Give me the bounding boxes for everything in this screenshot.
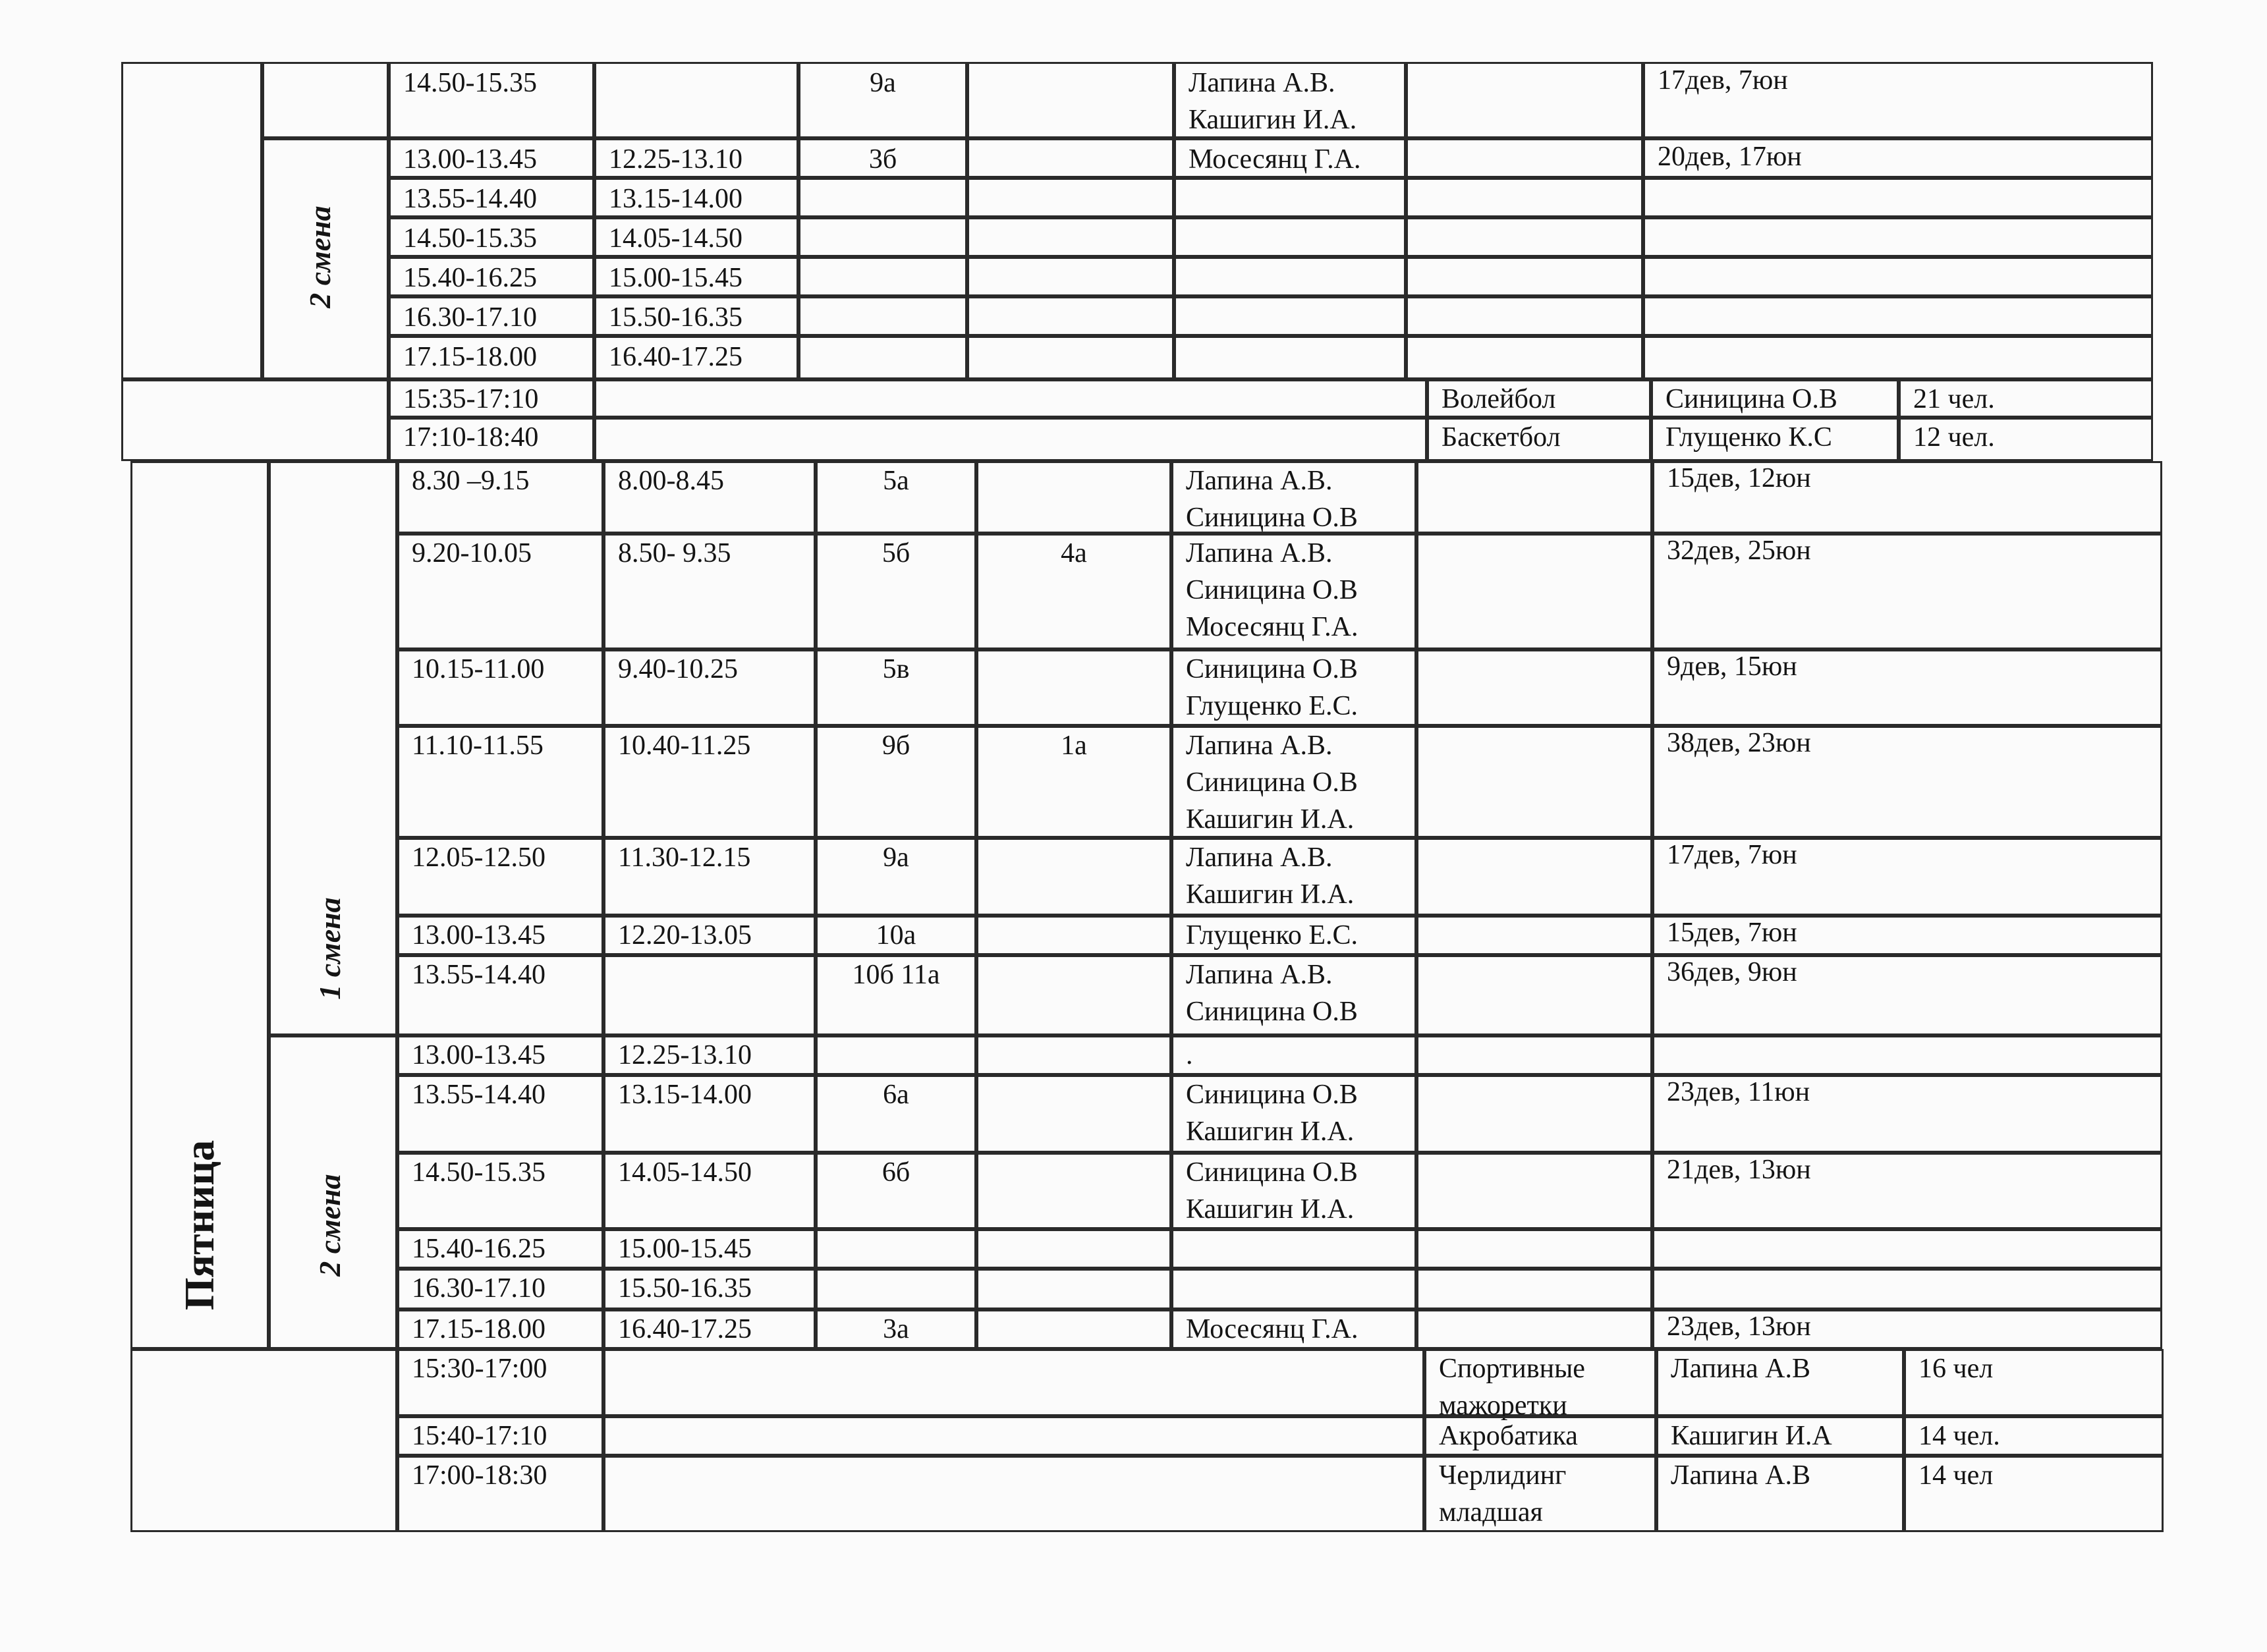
section-blank-bottom	[130, 1349, 397, 1532]
time-slot: 13.55-14.40	[412, 960, 546, 990]
class-label: 9б	[882, 730, 910, 761]
time-slot: 13.00-13.45	[412, 920, 546, 950]
teacher-name: Синицина О.В	[1186, 767, 1358, 798]
section-span-cell	[603, 1416, 1424, 1456]
table-cell	[1406, 178, 1643, 217]
time-slot-alt: 10.40-11.25	[618, 730, 751, 761]
group-count: 17дев, 7юн	[1667, 840, 1797, 870]
section-time: 17:10-18:40	[403, 422, 539, 453]
table-cell	[1406, 138, 1643, 178]
time-slot: 12.05-12.50	[412, 842, 546, 873]
class-label: 9а	[870, 68, 896, 98]
section-activity: младшая	[1439, 1497, 1543, 1528]
group-count: 15дев, 7юн	[1667, 918, 1797, 948]
table-cell	[1416, 1035, 1652, 1075]
teacher-name: Кашигин И.А.	[1186, 1194, 1355, 1225]
teacher-name: Лапина А.В.	[1186, 842, 1333, 873]
table-cell	[976, 1309, 1171, 1349]
time-slot: 14.50-15.35	[412, 1157, 546, 1188]
day-cell-previous	[121, 62, 262, 379]
section-span-cell	[594, 418, 1427, 461]
group-count: 23дев, 11юн	[1667, 1077, 1810, 1107]
shift-cell-top-1	[262, 62, 389, 138]
teacher-name: Кашигин И.А.	[1186, 1116, 1355, 1147]
table-cell	[1416, 726, 1652, 838]
section-coach: Лапина А.В	[1671, 1460, 1810, 1491]
teacher-name: Мосесянц Г.А.	[1186, 1314, 1358, 1344]
teacher-name: Синицина О.В	[1186, 503, 1358, 533]
table-cell	[1406, 257, 1643, 296]
time-slot: 9.20-10.05	[412, 538, 532, 568]
section-time: 15:40-17:10	[412, 1421, 547, 1451]
teacher-name: Кашигин И.А.	[1186, 804, 1355, 835]
table-cell	[967, 217, 1174, 257]
table-cell	[976, 649, 1171, 726]
group-count: 20дев, 17юн	[1658, 142, 1802, 172]
teacher-name: Синицина О.В	[1186, 1080, 1358, 1110]
teacher-name: Синицина О.В	[1186, 1157, 1358, 1188]
table-cell	[976, 955, 1171, 1035]
table-cell	[1652, 1229, 2162, 1269]
class-label-2: 1а	[1061, 730, 1087, 761]
time-slot-alt: 9.40-10.25	[618, 654, 738, 684]
teacher-name: Лапина А.В.	[1186, 730, 1333, 761]
time-slot: 15.40-16.25	[412, 1234, 546, 1264]
time-slot: 13.00-13.45	[412, 1040, 546, 1070]
table-cell	[1406, 336, 1643, 379]
group-count: 9дев, 15юн	[1667, 651, 1797, 682]
table-cell	[976, 1075, 1171, 1153]
section-span-cell	[603, 1456, 1424, 1532]
teacher-name: Лапина А.В.	[1186, 466, 1333, 496]
time-slot: 13.55-14.40	[403, 184, 537, 214]
teacher-name: Мосесянц Г.А.	[1186, 612, 1358, 642]
table-cell	[967, 336, 1174, 379]
class-label: 6а	[883, 1080, 909, 1110]
time-slot: 13.00-13.45	[403, 144, 537, 175]
table-cell	[1174, 336, 1406, 379]
time-slot-alt: 12.20-13.05	[618, 920, 752, 950]
class-label: 10б 11а	[852, 960, 940, 990]
group-count: 38дев, 23юн	[1667, 728, 1811, 758]
time-slot-alt: 12.25-13.10	[618, 1040, 752, 1070]
table-cell	[798, 217, 967, 257]
table-cell	[976, 1269, 1171, 1309]
time-slot-alt: 14.05-14.50	[618, 1157, 752, 1188]
teacher-name: .	[1186, 1040, 1193, 1070]
table-cell	[1416, 534, 1652, 649]
section-count: 16 чел	[1918, 1354, 1994, 1384]
shift-label-top-2: 2 смена	[303, 206, 337, 308]
section-coach: Синицина О.В	[1665, 384, 1837, 414]
section-time: 17:00-18:30	[412, 1460, 547, 1491]
time-slot-alt: 13.15-14.00	[609, 184, 742, 214]
section-activity: мажоретки	[1439, 1390, 1567, 1421]
table-cell	[976, 1229, 1171, 1269]
teacher-name: Кашигин И.А.	[1189, 105, 1357, 135]
section-activity: Волейбол	[1441, 384, 1556, 414]
table-cell	[967, 138, 1174, 178]
table-cell	[798, 178, 967, 217]
table-cell	[1416, 461, 1652, 534]
teacher-name: Лапина А.В.	[1189, 68, 1335, 98]
shift-label-1: 1 смена	[313, 897, 347, 1000]
time-slot-alt: 15.00-15.45	[609, 263, 742, 293]
table-cell	[1643, 178, 2153, 217]
teacher-name: Синицина О.В	[1186, 997, 1358, 1027]
table-cell	[1174, 257, 1406, 296]
class-label: 5а	[883, 466, 909, 496]
time-slot-alt: 15.00-15.45	[618, 1234, 752, 1264]
section-coach: Кашигин И.А	[1671, 1421, 1832, 1451]
teacher-name: Кашигин И.А.	[1186, 879, 1355, 910]
time-slot-alt: 15.50-16.35	[618, 1273, 752, 1304]
table-cell	[1416, 1153, 1652, 1229]
time-slot: 17.15-18.00	[412, 1314, 546, 1344]
table-cell	[1416, 1309, 1652, 1349]
table-cell	[976, 916, 1171, 955]
group-count: 15дев, 12юн	[1667, 463, 1811, 493]
table-cell	[798, 296, 967, 336]
table-cell	[1416, 955, 1652, 1035]
time-slot: 14.50-15.35	[403, 68, 537, 98]
time-slot: 16.30-17.10	[403, 302, 537, 333]
section-blank	[121, 379, 389, 461]
teacher-name: Глущенко Е.С.	[1186, 920, 1358, 950]
teacher-name: Лапина А.В.	[1186, 960, 1333, 990]
table-cell	[1416, 1269, 1652, 1309]
section-time: 15:30-17:00	[412, 1354, 547, 1384]
time-slot-alt: 15.50-16.35	[609, 302, 742, 333]
group-count: 17дев, 7юн	[1658, 65, 1788, 96]
time-slot: 15.40-16.25	[403, 263, 537, 293]
table-cell	[1171, 1269, 1416, 1309]
class-label: 5б	[882, 538, 910, 568]
table-cell	[1643, 217, 2153, 257]
class-label: 10а	[876, 920, 916, 950]
table-cell	[1643, 336, 2153, 379]
time-slot: 8.30 –9.15	[412, 466, 530, 496]
table-cell	[798, 336, 967, 379]
group-count: 21дев, 13юн	[1667, 1155, 1811, 1185]
section-count: 21 чел.	[1913, 384, 1995, 414]
time-slot-alt: 13.15-14.00	[618, 1080, 752, 1110]
table-cell	[967, 178, 1174, 217]
table-cell	[967, 62, 1174, 138]
class-label-2: 4а	[1061, 538, 1087, 568]
time-slot: 17.15-18.00	[403, 342, 537, 372]
section-span-cell	[594, 379, 1427, 418]
time-slot: 11.10-11.55	[412, 730, 544, 761]
table-cell	[1174, 296, 1406, 336]
table-cell	[1643, 296, 2153, 336]
table-cell	[603, 955, 816, 1035]
table-cell	[1416, 1075, 1652, 1153]
section-activity: Черлидинг	[1439, 1460, 1567, 1491]
table-cell	[1406, 62, 1643, 138]
class-label: 6б	[882, 1157, 910, 1188]
section-activity: Акробатика	[1439, 1421, 1578, 1451]
table-cell	[1406, 296, 1643, 336]
table-cell	[816, 1035, 976, 1075]
time-slot-alt: 16.40-17.25	[609, 342, 742, 372]
day-label-friday: Пятница	[176, 1140, 223, 1311]
teacher-name: Синицина О.В	[1186, 575, 1358, 605]
time-slot: 14.50-15.35	[403, 223, 537, 254]
section-time: 15:35-17:10	[403, 384, 539, 414]
table-cell	[1406, 217, 1643, 257]
table-cell	[594, 62, 798, 138]
time-slot-alt: 11.30-12.15	[618, 842, 751, 873]
time-slot-alt: 14.05-14.50	[609, 223, 742, 254]
table-cell	[967, 257, 1174, 296]
teacher-name: Лапина А.В.	[1186, 538, 1333, 568]
teacher-name: Глущенко Е.С.	[1186, 691, 1358, 721]
table-cell	[976, 1035, 1171, 1075]
time-slot-alt: 8.00-8.45	[618, 466, 724, 496]
teacher-name: Мосесянц Г.А.	[1189, 144, 1361, 175]
table-cell	[976, 838, 1171, 916]
table-cell	[1416, 838, 1652, 916]
table-cell	[816, 1269, 976, 1309]
table-cell	[816, 1229, 976, 1269]
section-span-cell	[603, 1349, 1424, 1416]
table-cell	[1652, 1035, 2162, 1075]
section-coach: Глущенко К.С	[1665, 422, 1832, 453]
table-cell	[967, 296, 1174, 336]
time-slot: 10.15-11.00	[412, 654, 545, 684]
section-count: 14 чел	[1918, 1460, 1994, 1491]
shift-label-2: 2 смена	[313, 1174, 347, 1277]
table-cell	[798, 257, 967, 296]
table-cell	[1416, 916, 1652, 955]
section-coach: Лапина А.В	[1671, 1354, 1810, 1384]
table-cell	[1416, 649, 1652, 726]
section-activity: Спортивные	[1439, 1354, 1585, 1384]
time-slot: 13.55-14.40	[412, 1080, 546, 1110]
section-count: 14 чел.	[1918, 1421, 2000, 1451]
section-activity: Баскетбол	[1441, 422, 1561, 453]
table-cell	[976, 461, 1171, 534]
table-cell	[1416, 1229, 1652, 1269]
class-label: 3б	[868, 144, 897, 175]
group-count: 23дев, 13юн	[1667, 1311, 1811, 1342]
group-count: 32дев, 25юн	[1667, 536, 1811, 566]
time-slot-alt: 12.25-13.10	[609, 144, 742, 175]
table-cell	[1171, 1229, 1416, 1269]
table-cell	[1652, 1269, 2162, 1309]
table-cell	[1643, 257, 2153, 296]
time-slot: 16.30-17.10	[412, 1273, 546, 1304]
table-cell	[1174, 217, 1406, 257]
table-cell	[1174, 178, 1406, 217]
table-cell	[976, 1153, 1171, 1229]
class-label: 3а	[883, 1314, 909, 1344]
teacher-name: Синицина О.В	[1186, 654, 1358, 684]
section-count: 12 чел.	[1913, 422, 1995, 453]
class-label: 9а	[883, 842, 909, 873]
time-slot-alt: 8.50- 9.35	[618, 538, 731, 568]
group-count: 36дев, 9юн	[1667, 957, 1797, 987]
time-slot-alt: 16.40-17.25	[618, 1314, 752, 1344]
class-label: 5в	[882, 654, 910, 684]
